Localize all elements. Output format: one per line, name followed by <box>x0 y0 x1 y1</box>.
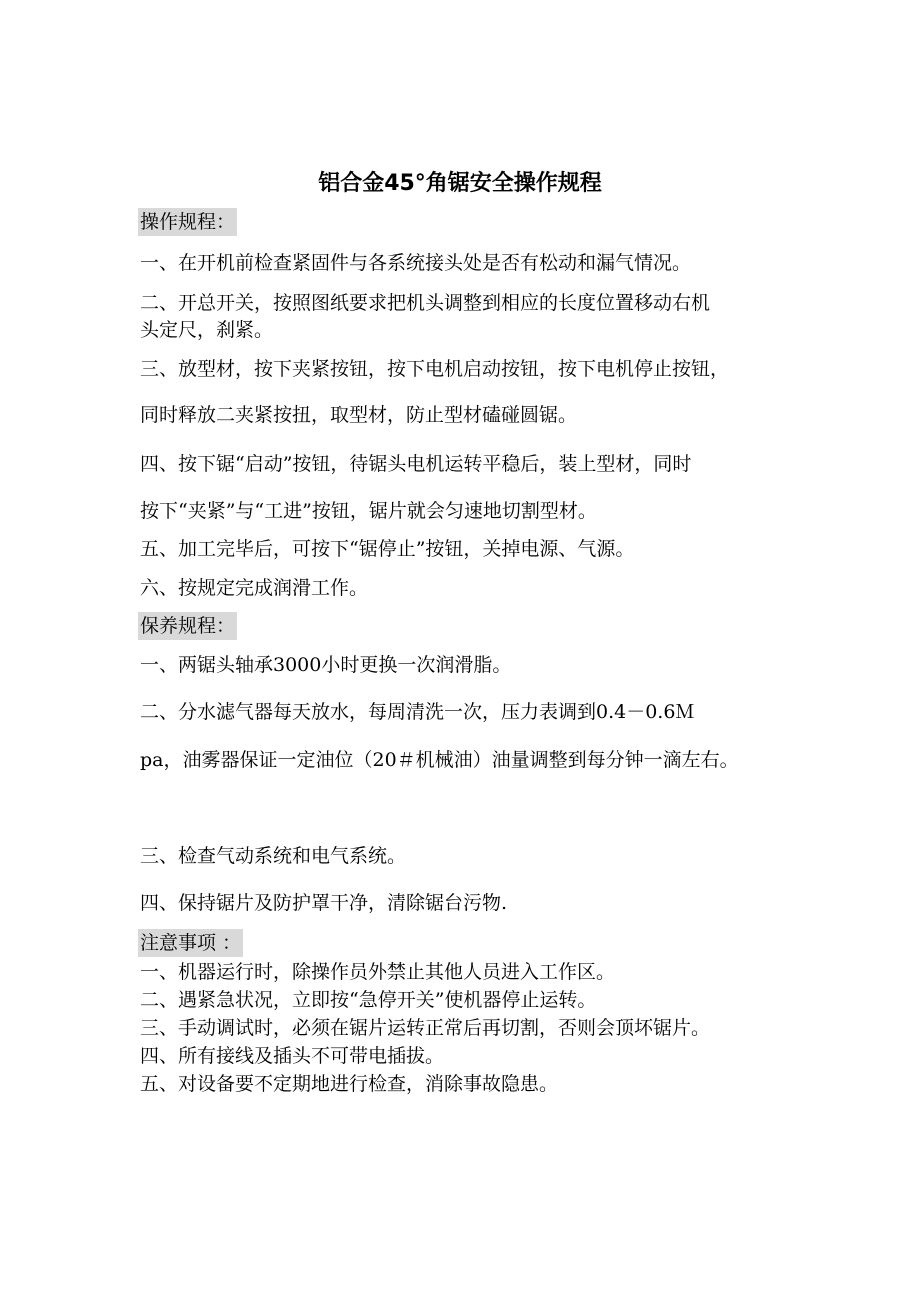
notes-line: 三、手动调试时，必须在锯片运转正常后再切割，否则会顶坏锯片。 <box>140 1017 711 1039</box>
operation-line: 一、在开机前检查紧固件与各系统接头处是否有松动和漏气情况。 <box>140 252 692 274</box>
operation-line: 按下“夹紧”与“工进”按钮，锯片就会匀速地切割型材。 <box>140 500 597 522</box>
notes-line: 五、对设备要不定期地进行检查，消除事故隐患。 <box>140 1073 559 1095</box>
notes-line: 二、遇紧急状况，立即按“急停开关”使机器停止运转。 <box>140 989 597 1011</box>
maintenance-line: 二、分水滤气器每天放水，每周清洗一次，压力表调到0.4－0.6Ｍ <box>140 701 695 723</box>
notes-line: 一、机器运行时，除操作员外禁止其他人员进入工作区。 <box>140 961 616 983</box>
notes-line: 四、所有接线及插头不可带电插拔。 <box>140 1045 445 1067</box>
maintenance-line: 三、检查气动系统和电气系统。 <box>140 845 407 867</box>
operation-line: 二、开总开关，按照图纸要求把机头调整到相应的长度位置移动右机 <box>140 292 711 314</box>
section-heading-operation: 操作规程： <box>138 208 237 236</box>
operation-line: 六、按规定完成润滑工作。 <box>140 577 369 599</box>
section-heading-notes: 注意事项 ： <box>138 929 243 957</box>
operation-line: 四、按下锯“启动”按钮，待锯头电机运转平稳后，装上型材，同时 <box>140 453 692 475</box>
maintenance-line: 四、保持锯片及防护罩干净，清除锯台污物. <box>140 892 508 914</box>
document-title: 铝合金45°角锯安全操作规程 <box>318 171 602 196</box>
operation-line: 头定尺，刹紧。 <box>140 319 274 341</box>
operation-line: 同时释放二夹紧按扭，取型材，防止型材磕碰圆锯。 <box>140 404 578 426</box>
maintenance-line: 一、两锯头轴承3000小时更换一次润滑脂。 <box>140 654 512 676</box>
operation-line: 五、加工完毕后，可按下“锯停止”按钮，关掉电源、气源。 <box>140 538 635 560</box>
section-heading-maintenance: 保养规程： <box>138 612 237 640</box>
operation-line: 三、放型材，按下夹紧按钮，按下电机启动按钮，按下电机停止按钮， <box>140 358 730 380</box>
maintenance-line: pa，油雾器保证一定油位（20＃机械油）油量调整到每分钟一滴左右。 <box>140 749 739 771</box>
